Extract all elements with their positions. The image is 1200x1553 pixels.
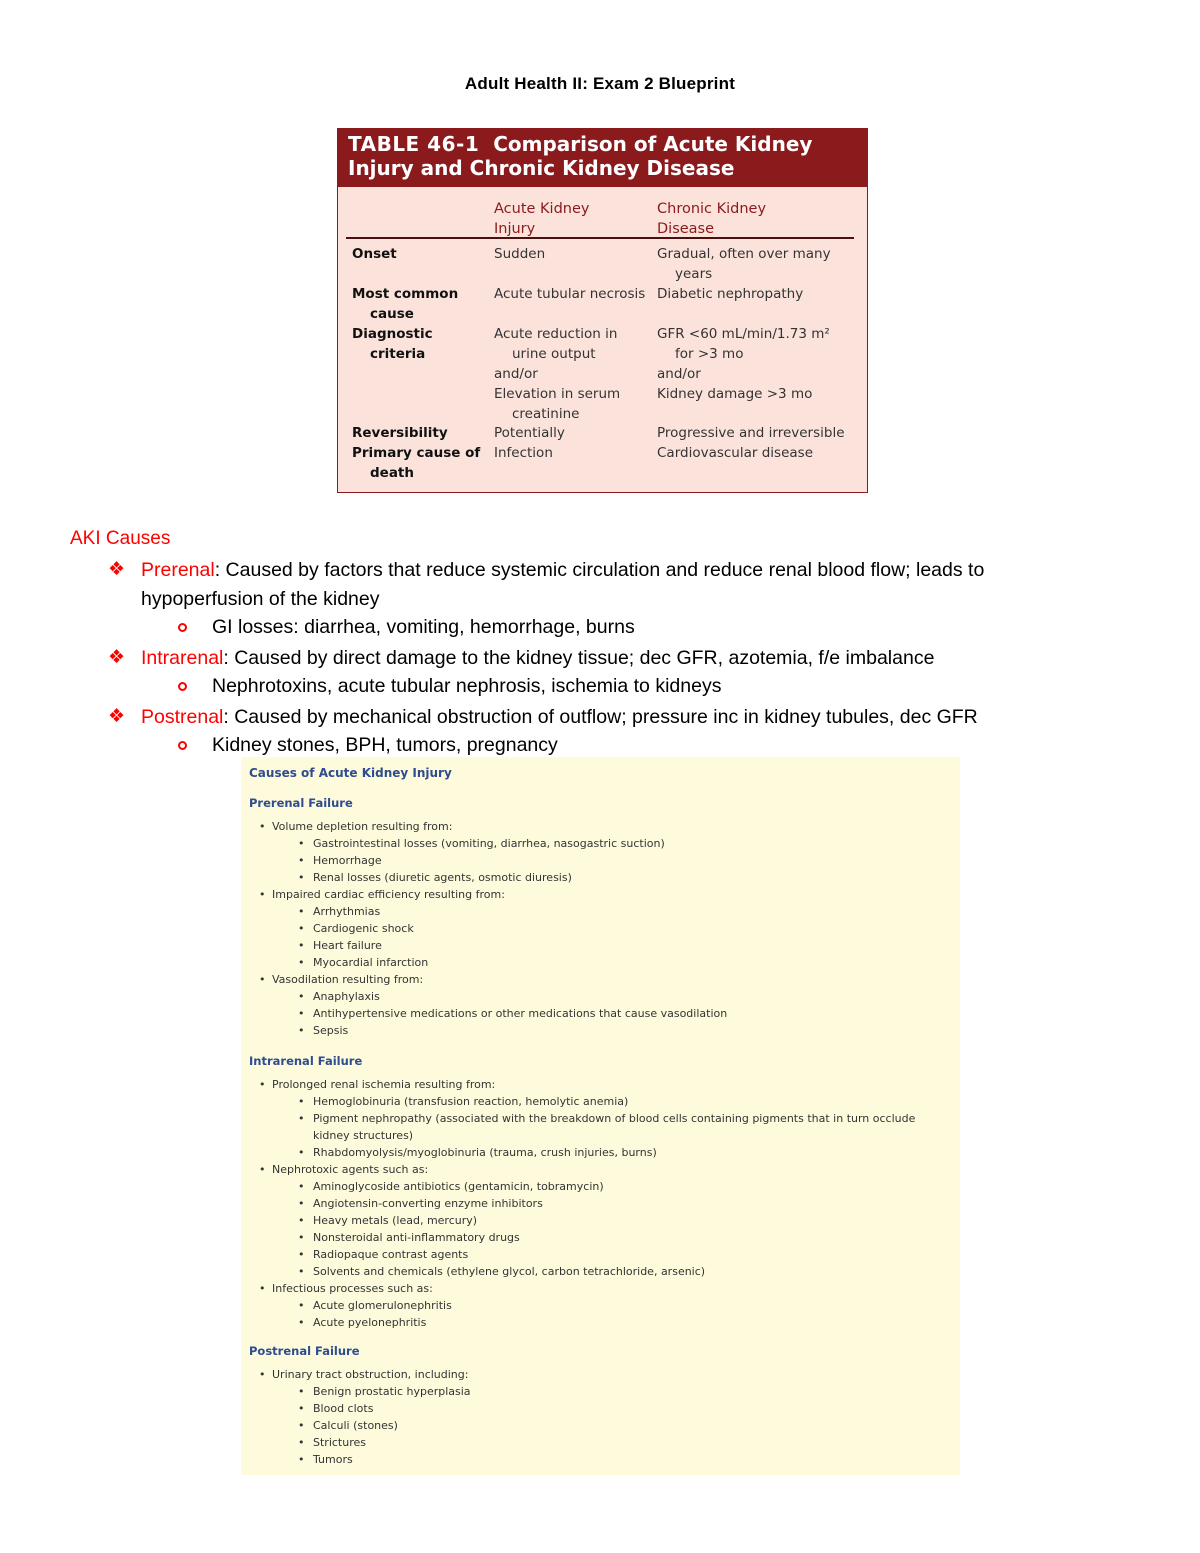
box-section-title: Prerenal Failure xyxy=(249,796,353,810)
cause-name: Prerenal xyxy=(141,559,215,581)
row-label-death: Primary cause of death xyxy=(352,445,481,481)
box-list-item xyxy=(249,1076,954,1161)
comparison-table xyxy=(337,128,868,493)
box-sublist-item: • Acute glomerulonephritis xyxy=(272,1297,954,1314)
box-sublist-item: • Blood clots xyxy=(272,1400,954,1417)
box-sublist xyxy=(272,1093,954,1161)
cause-prerenal xyxy=(108,556,1108,613)
cause-sub-item xyxy=(108,672,1108,701)
cell-aki-cause: Acute tubular necrosis xyxy=(494,286,646,302)
box-sublist-item: • Pigment nephropathy (associated with the breakdown of blood cells containing pigments that in turn occlude kidney structures) xyxy=(272,1110,954,1144)
cause-postrenal xyxy=(108,703,1108,732)
cause-sub-text: Nephrotoxins, acute tubular nephrosis, ischemia to kidneys xyxy=(212,675,722,697)
box-group-label: Infectious processes such as: xyxy=(272,1282,433,1295)
box-sublist-item: • Benign prostatic hyperplasia xyxy=(272,1383,954,1400)
box-sublist xyxy=(272,1383,954,1468)
diamond-bullet-icon: ❖ xyxy=(108,705,126,727)
box-sublist-item: • Heavy metals (lead, mercury) xyxy=(272,1212,954,1229)
box-group-label: Impaired cardiac efficiency resulting from: xyxy=(272,888,505,901)
circle-bullet-icon xyxy=(178,682,187,691)
row-label-criteria: Diagnostic criteria xyxy=(352,326,433,362)
box-sublist xyxy=(272,1297,954,1331)
cell-ckd-reversibility: Progressive and irreversible xyxy=(657,425,845,441)
column-header-ckd-line1: Chronic Kidney xyxy=(657,201,767,217)
table-header xyxy=(338,129,867,187)
box-sublist-item: • Arrhythmias xyxy=(272,903,954,920)
box-sublist-item: • Cardiogenic shock xyxy=(272,920,954,937)
box-sublist-item: • Rhabdomyolysis/myoglobinuria (trauma, crush injuries, burns) xyxy=(272,1144,954,1161)
box-sublist-item: • Sepsis xyxy=(272,1022,954,1039)
cell-ckd-criteria-3: Kidney damage >3 mo xyxy=(657,386,813,402)
aki-causes-list xyxy=(108,556,1108,760)
cell-ckd-criteria xyxy=(657,324,857,404)
box-sublist-item: • Nonsteroidal anti-inflammatory drugs xyxy=(272,1229,954,1246)
box-group-label: Urinary tract obstruction, including: xyxy=(272,1368,469,1381)
cell-aki-reversibility: Potentially xyxy=(494,425,565,441)
cause-sub-item xyxy=(108,731,1108,760)
aki-causes-heading: AKI Causes xyxy=(70,528,171,549)
circle-bullet-icon xyxy=(178,741,187,750)
box-sublist xyxy=(272,835,954,886)
box-sublist-item: • Acute pyelonephritis xyxy=(272,1314,954,1331)
cause-sub-text: GI losses: diarrhea, vomiting, hemorrhage, burns xyxy=(212,616,635,638)
cell-aki-criteria-1: Acute reduction in urine output xyxy=(494,326,618,362)
box-sublist-item: • Antihypertensive medications or other medications that cause vasodilation xyxy=(272,1005,954,1022)
cause-sub-item xyxy=(108,613,1108,642)
box-section-title: Postrenal Failure xyxy=(249,1344,360,1358)
column-header-ckd xyxy=(657,199,766,239)
column-header-aki-line1: Acute Kidney xyxy=(494,201,590,217)
box-sublist-item: • Gastrointestinal losses (vomiting, diarrhea, nasogastric suction) xyxy=(272,835,954,852)
box-sublist-item: • Renal losses (diuretic agents, osmotic diuresis) xyxy=(272,869,954,886)
cause-intrarenal xyxy=(108,644,1108,673)
box-group-label: Volume depletion resulting from: xyxy=(272,820,453,833)
box-list-item xyxy=(249,818,954,886)
cause-description: : Caused by direct damage to the kidney tissue; dec GFR, azotemia, f/e imbalance xyxy=(223,646,935,669)
box-list-item xyxy=(249,1161,954,1280)
box-sublist-item: • Heart failure xyxy=(272,937,954,954)
box-sublist-item: • Strictures xyxy=(272,1434,954,1451)
cell-aki-criteria-3: Elevation in serum creatinine xyxy=(494,386,621,422)
cell-ckd-onset: Gradual, often over many years xyxy=(657,246,831,282)
box-list-item xyxy=(249,886,954,971)
box-group-label: Nephrotoxic agents such as: xyxy=(272,1163,429,1176)
table-number: TABLE 46-1 xyxy=(348,132,480,156)
box-list xyxy=(249,1366,954,1468)
box-sublist-item: • Myocardial infarction xyxy=(272,954,954,971)
box-section-intrarenal xyxy=(249,1054,954,1331)
box-sublist xyxy=(272,988,954,1039)
column-header-aki-line2: Injury xyxy=(494,221,536,237)
column-header-aki xyxy=(494,199,589,239)
box-sublist-item: • Aminoglycoside antibiotics (gentamicin, tobramycin) xyxy=(272,1178,954,1195)
row-label-reversibility: Reversibility xyxy=(352,425,448,441)
cause-name: Intrarenal xyxy=(141,646,224,669)
box-sublist-item: • Angiotensin-converting enzyme inhibitors xyxy=(272,1195,954,1212)
box-sublist-item: • Anaphylaxis xyxy=(272,988,954,1005)
box-list xyxy=(249,818,954,1039)
cell-aki-criteria xyxy=(494,324,644,424)
cell-ckd-criteria-1b: for >3 mo xyxy=(675,346,744,362)
box-group-label: Vasodilation resulting from: xyxy=(272,973,424,986)
box-section-prerenal xyxy=(249,796,954,1039)
box-sublist-item: • Radiopaque contrast agents xyxy=(272,1246,954,1263)
box-group-label: Prolonged renal ischemia resulting from: xyxy=(272,1078,496,1091)
box-list-item xyxy=(249,1280,954,1331)
cell-ckd-criteria-2: and/or xyxy=(657,366,701,382)
causes-of-aki-box xyxy=(241,757,960,1475)
cell-aki-death: Infection xyxy=(494,445,553,461)
box-sublist-item: • Tumors xyxy=(272,1451,954,1468)
table-title-line1: Comparison of Acute Kidney xyxy=(493,132,813,156)
box-section-title: Intrarenal Failure xyxy=(249,1054,363,1068)
diamond-bullet-icon: ❖ xyxy=(108,646,126,668)
box-list xyxy=(249,1076,954,1331)
row-label-onset: Onset xyxy=(352,246,397,262)
box-title: Causes of Acute Kidney Injury xyxy=(249,766,452,780)
cause-description: : Caused by mechanical obstruction of outflow; pressure inc in kidney tubules, dec GFR xyxy=(223,705,978,728)
box-sublist xyxy=(272,903,954,971)
cell-aki-criteria-2: and/or xyxy=(494,366,538,382)
cause-name: Postrenal xyxy=(141,705,224,728)
cell-aki-onset: Sudden xyxy=(494,246,546,262)
box-sublist-item: • Hemorrhage xyxy=(272,852,954,869)
box-list-item xyxy=(249,1366,954,1468)
cell-ckd-criteria-1: GFR <60 mL/min/1.73 m² xyxy=(657,326,830,342)
diamond-bullet-icon: ❖ xyxy=(108,559,126,580)
row-label-cause: Most common cause xyxy=(352,286,459,322)
box-list-item xyxy=(249,971,954,1039)
cell-ckd-death: Cardiovascular disease xyxy=(657,445,814,461)
box-sublist-item: • Calculi (stones) xyxy=(272,1417,954,1434)
box-section-postrenal xyxy=(249,1344,954,1468)
document-title: Adult Health II: Exam 2 Blueprint xyxy=(464,74,736,93)
table-header-rule xyxy=(346,237,854,239)
cause-sub-text: Kidney stones, BPH, tumors, pregnancy xyxy=(212,734,558,756)
box-sublist-item: • Solvents and chemicals (ethylene glycol, carbon tetrachloride, arsenic) xyxy=(272,1263,954,1280)
column-header-ckd-line2: Disease xyxy=(657,221,715,237)
table-body xyxy=(338,187,867,492)
cell-ckd-cause: Diabetic nephropathy xyxy=(657,286,804,302)
box-sublist-item: • Hemoglobinuria (transfusion reaction, hemolytic anemia) xyxy=(272,1093,954,1110)
cause-description: : Caused by factors that reduce systemic circulation and reduce renal blood flow; leads to hypoperfusion of the kidney xyxy=(141,559,985,610)
table-title-line2: Injury and Chronic Kidney Disease xyxy=(348,156,735,180)
circle-bullet-icon xyxy=(178,623,187,632)
box-sublist xyxy=(272,1178,954,1280)
